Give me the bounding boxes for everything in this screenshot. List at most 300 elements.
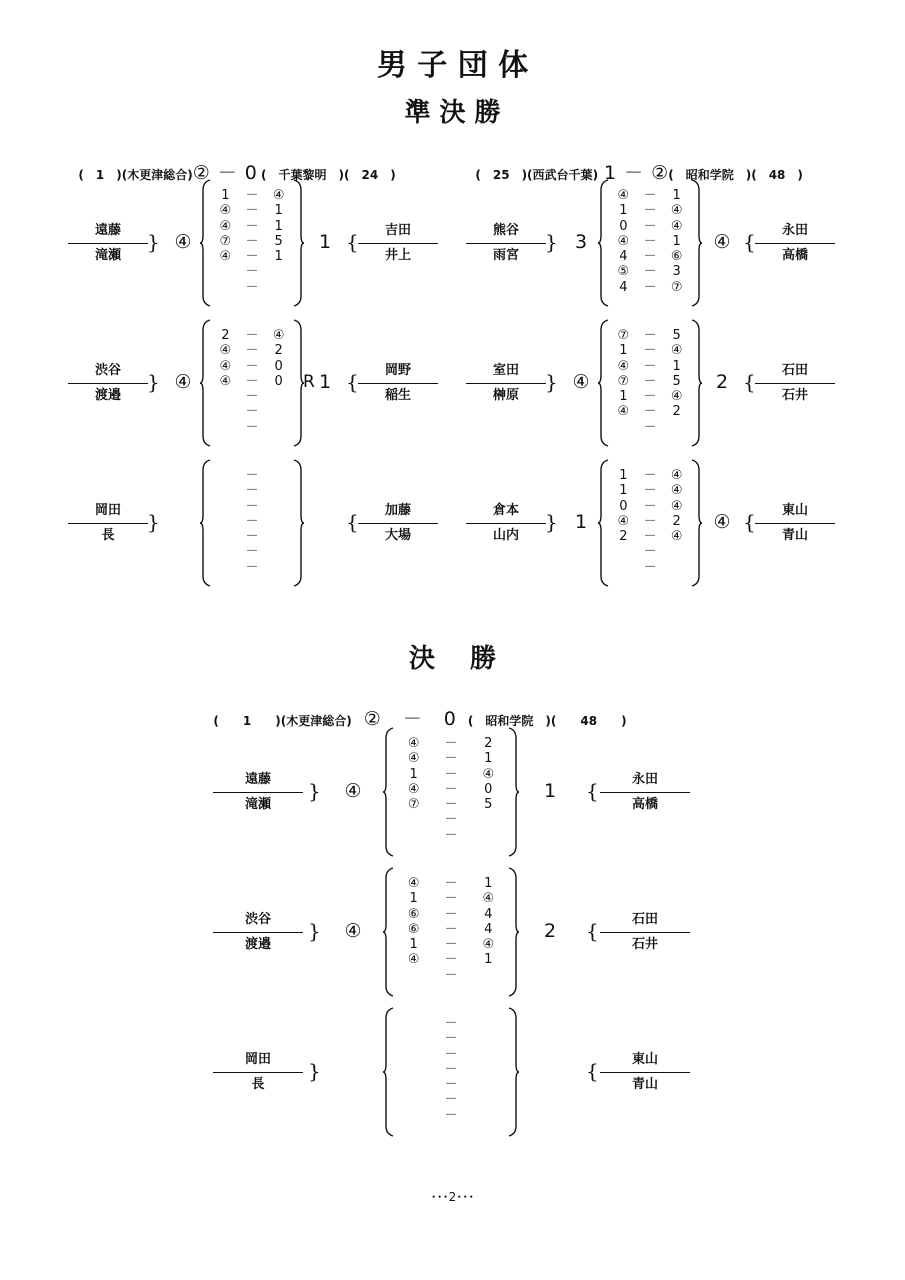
game-row bbox=[212, 264, 292, 279]
player-name: 渡邉 bbox=[244, 937, 271, 952]
right-player-pair bbox=[358, 221, 438, 266]
page-number: ･･･2･･･ bbox=[430, 1190, 475, 1204]
game-dash: － bbox=[245, 188, 259, 203]
right-pair-brace: { bbox=[346, 230, 359, 254]
game-right-score: 0 bbox=[484, 781, 493, 797]
game-row bbox=[212, 483, 292, 498]
left-seed: 1 bbox=[95, 168, 105, 182]
game-left-score: ⑦ bbox=[617, 373, 630, 389]
left-match-score: ④ bbox=[174, 231, 192, 253]
game-right-score: 1 bbox=[484, 952, 493, 968]
player-name: 東山 bbox=[781, 503, 808, 518]
left-pair-brace: } bbox=[308, 919, 321, 943]
game-dash: － bbox=[245, 529, 259, 545]
game-right-score: 0 bbox=[274, 358, 283, 374]
game-right-score: 1 bbox=[484, 751, 493, 767]
right-match-score: 1 bbox=[318, 371, 332, 393]
game-left-score: 2 bbox=[619, 529, 628, 545]
left-games-bracket bbox=[598, 460, 610, 586]
right-pair-brace: { bbox=[346, 370, 359, 394]
game-left-score: 1 bbox=[409, 937, 418, 953]
game-left-score: ④ bbox=[407, 781, 420, 797]
game-row bbox=[212, 389, 292, 404]
game-row bbox=[395, 952, 507, 967]
right-player-pair bbox=[755, 501, 835, 546]
game-dash: － bbox=[643, 203, 657, 219]
score-dash: － bbox=[217, 162, 237, 184]
pair-underline bbox=[68, 243, 148, 244]
game-scores bbox=[610, 468, 690, 575]
right-seed: 48 bbox=[768, 168, 786, 182]
game-dash: － bbox=[643, 358, 657, 374]
game-row bbox=[212, 203, 292, 218]
right-games-bracket bbox=[292, 460, 304, 586]
left-pair-brace: } bbox=[147, 510, 160, 534]
player-name: 長 bbox=[101, 528, 115, 543]
pair-underline bbox=[466, 383, 546, 384]
right-pair-brace: { bbox=[346, 510, 359, 534]
game-left-score: ④ bbox=[407, 736, 420, 751]
game-right-score: 5 bbox=[672, 328, 681, 343]
game-row bbox=[610, 359, 690, 374]
player-name: 岡野 bbox=[384, 363, 411, 378]
game-right-score: ④ bbox=[670, 343, 683, 359]
pair-underline bbox=[213, 792, 303, 793]
page-title: 男 子 団 体 bbox=[376, 48, 529, 83]
left-games-bracket bbox=[598, 180, 610, 306]
game-right-score: 1 bbox=[672, 358, 681, 374]
right-player-pair bbox=[600, 1050, 690, 1095]
right-pair-brace: { bbox=[743, 510, 756, 534]
game-left-score: 1 bbox=[409, 891, 418, 907]
game-dash: － bbox=[245, 218, 259, 234]
game-dash: － bbox=[643, 389, 657, 405]
left-player-pair bbox=[213, 1050, 303, 1095]
game-row bbox=[610, 188, 690, 203]
game-row bbox=[395, 1031, 507, 1046]
game-row bbox=[395, 1092, 507, 1107]
right-team-score: ② bbox=[651, 162, 669, 184]
right-team: 千葉黎明 bbox=[278, 168, 327, 182]
game-left-score: ④ bbox=[219, 343, 232, 359]
game-dash: － bbox=[643, 373, 657, 389]
game-scores bbox=[395, 1016, 507, 1123]
game-row bbox=[610, 420, 690, 435]
game-dash: － bbox=[643, 249, 657, 265]
game-row bbox=[212, 499, 292, 514]
game-dash: － bbox=[643, 513, 657, 529]
player-name: 石田 bbox=[781, 363, 808, 378]
right-match-score: 1 bbox=[318, 231, 332, 253]
pair-underline bbox=[213, 1072, 303, 1073]
pair-underline bbox=[466, 243, 546, 244]
game-dash: － bbox=[245, 373, 259, 389]
left-player-pair bbox=[466, 501, 546, 546]
game-right-score: 5 bbox=[672, 373, 681, 389]
game-right-score: ④ bbox=[482, 891, 495, 907]
game-row bbox=[395, 1016, 507, 1031]
game-row bbox=[212, 560, 292, 575]
game-right-score: 5 bbox=[274, 233, 283, 249]
game-right-score: 1 bbox=[672, 188, 681, 203]
game-dash: － bbox=[444, 952, 458, 968]
game-row bbox=[395, 828, 507, 843]
right-seed: 24 bbox=[361, 168, 379, 182]
right-player-pair bbox=[358, 501, 438, 546]
game-row bbox=[212, 234, 292, 249]
game-row bbox=[610, 544, 690, 559]
right-player-pair bbox=[358, 361, 438, 406]
game-row bbox=[212, 280, 292, 295]
game-dash: － bbox=[245, 498, 259, 514]
left-player-pair bbox=[68, 221, 148, 266]
score-dash: － bbox=[402, 708, 422, 730]
player-name: 稲生 bbox=[384, 388, 411, 403]
game-dash: － bbox=[444, 797, 458, 813]
game-row bbox=[395, 736, 507, 751]
left-games-bracket bbox=[200, 180, 212, 306]
game-dash: － bbox=[444, 876, 458, 891]
game-dash: － bbox=[444, 891, 458, 907]
game-dash: － bbox=[643, 544, 657, 560]
player-name: 雨宮 bbox=[492, 248, 519, 263]
score-dash: － bbox=[624, 162, 644, 184]
left-player-pair bbox=[213, 770, 303, 815]
pair-underline bbox=[600, 792, 690, 793]
right-match-score: 2 bbox=[543, 920, 557, 942]
left-games-bracket bbox=[200, 320, 212, 446]
game-right-score: 4 bbox=[484, 921, 493, 937]
left-pair-brace: } bbox=[147, 370, 160, 394]
game-left-score: ④ bbox=[617, 513, 630, 529]
right-match-score: ④ bbox=[713, 231, 731, 253]
left-match-score: ④ bbox=[572, 371, 590, 393]
game-row bbox=[395, 751, 507, 766]
game-left-score: ④ bbox=[219, 249, 232, 265]
player-name: 青山 bbox=[781, 528, 808, 543]
game-row bbox=[212, 188, 292, 203]
player-name: 岡田 bbox=[244, 1052, 271, 1067]
right-pair-brace: { bbox=[743, 370, 756, 394]
game-row bbox=[395, 782, 507, 797]
player-name: 石井 bbox=[781, 388, 808, 403]
left-match-score: 1 bbox=[574, 511, 588, 533]
game-dash: － bbox=[245, 404, 259, 420]
game-row bbox=[212, 328, 292, 343]
game-dash: － bbox=[444, 751, 458, 767]
right-team: 昭和学院 bbox=[685, 168, 734, 182]
game-right-score: 1 bbox=[274, 203, 283, 219]
header-paren: )( bbox=[104, 168, 128, 182]
game-right-score: 1 bbox=[274, 249, 283, 265]
right-games-bracket bbox=[690, 460, 702, 586]
game-right-score: ④ bbox=[670, 529, 683, 545]
game-row bbox=[610, 560, 690, 575]
game-row bbox=[610, 374, 690, 389]
game-scores bbox=[212, 328, 292, 435]
header-paren: ( bbox=[668, 168, 686, 182]
game-row bbox=[610, 404, 690, 419]
game-right-score: 2 bbox=[484, 736, 493, 751]
game-left-score: 1 bbox=[619, 343, 628, 359]
game-left-score: ④ bbox=[617, 358, 630, 374]
player-name: 渡邉 bbox=[94, 388, 121, 403]
game-dash: － bbox=[643, 279, 657, 295]
left-games-bracket bbox=[383, 868, 395, 996]
game-left-score: 1 bbox=[619, 389, 628, 405]
game-row bbox=[212, 374, 292, 389]
game-dash: － bbox=[245, 203, 259, 219]
game-dash: － bbox=[444, 1016, 458, 1031]
game-scores bbox=[212, 188, 292, 295]
game-dash: － bbox=[245, 468, 259, 483]
pair-underline bbox=[68, 523, 148, 524]
game-left-score: 0 bbox=[619, 498, 628, 514]
left-match-score: ④ bbox=[344, 780, 362, 802]
game-right-score: ④ bbox=[670, 203, 683, 219]
left-player-pair bbox=[466, 221, 546, 266]
game-dash: － bbox=[643, 233, 657, 249]
right-team: 昭和学院 bbox=[485, 714, 534, 728]
right-match-score: 1 bbox=[543, 780, 557, 802]
left-team-score: 1 bbox=[604, 162, 617, 184]
right-games-bracket bbox=[507, 728, 519, 856]
player-name: 高橋 bbox=[781, 248, 808, 263]
game-left-score: ④ bbox=[219, 218, 232, 234]
pair-underline bbox=[466, 523, 546, 524]
right-pair-brace: { bbox=[743, 230, 756, 254]
header-paren: ( bbox=[455, 714, 486, 728]
player-name: 長 bbox=[251, 1077, 265, 1092]
header-paren: )( bbox=[251, 714, 287, 728]
game-row bbox=[610, 249, 690, 264]
game-dash: － bbox=[444, 1092, 458, 1108]
retire-mark: R bbox=[303, 372, 315, 392]
game-dash: － bbox=[643, 559, 657, 575]
pair-underline bbox=[213, 932, 303, 933]
pair-underline bbox=[755, 523, 835, 524]
game-left-score: ⑤ bbox=[617, 264, 630, 280]
game-row bbox=[395, 876, 507, 891]
game-dash: － bbox=[444, 1046, 458, 1062]
game-dash: － bbox=[643, 343, 657, 359]
game-left-score: 1 bbox=[619, 483, 628, 499]
game-row bbox=[212, 343, 292, 358]
player-name: 渋谷 bbox=[94, 363, 121, 378]
game-dash: － bbox=[444, 781, 458, 797]
game-row bbox=[395, 937, 507, 952]
right-match-score: ④ bbox=[713, 511, 731, 533]
header-paren: )( bbox=[733, 168, 769, 182]
player-name: 永田 bbox=[781, 223, 808, 238]
game-right-score: ④ bbox=[670, 389, 683, 405]
game-right-score: ④ bbox=[272, 188, 285, 203]
header-paren: ) bbox=[378, 168, 396, 182]
game-right-score: ④ bbox=[670, 468, 683, 483]
game-left-score: ④ bbox=[407, 952, 420, 968]
game-right-score: 1 bbox=[274, 218, 283, 234]
game-scores bbox=[212, 468, 292, 575]
game-dash: － bbox=[444, 1107, 458, 1123]
game-row bbox=[395, 1108, 507, 1123]
game-dash: － bbox=[444, 766, 458, 782]
game-row bbox=[212, 468, 292, 483]
left-pair-brace: } bbox=[308, 1059, 321, 1083]
game-right-score: 1 bbox=[484, 876, 493, 891]
left-team-score: ② bbox=[363, 708, 381, 730]
game-row bbox=[395, 1047, 507, 1062]
left-seed: 25 bbox=[492, 168, 510, 182]
game-left-score: 1 bbox=[221, 188, 230, 203]
game-right-score: ⑦ bbox=[670, 279, 683, 295]
game-right-score: 2 bbox=[672, 404, 681, 420]
game-right-score: ④ bbox=[670, 498, 683, 514]
left-pair-brace: } bbox=[308, 779, 321, 803]
game-right-score: ④ bbox=[670, 483, 683, 499]
game-row bbox=[212, 544, 292, 559]
game-right-score: ⑥ bbox=[670, 249, 683, 265]
header-paren: ( bbox=[256, 168, 279, 182]
game-dash: － bbox=[444, 827, 458, 843]
game-dash: － bbox=[643, 328, 657, 343]
game-row bbox=[395, 1077, 507, 1092]
header-paren: ( bbox=[475, 168, 493, 182]
player-name: 榊原 bbox=[492, 388, 519, 403]
player-name: 加藤 bbox=[384, 503, 411, 518]
game-scores bbox=[610, 328, 690, 435]
game-right-score: 2 bbox=[672, 513, 681, 529]
game-dash: － bbox=[245, 264, 259, 280]
left-pair-brace: } bbox=[545, 230, 558, 254]
right-seed: 48 bbox=[580, 714, 598, 728]
player-name: 滝瀬 bbox=[244, 797, 271, 812]
semifinal-header-2 bbox=[467, 140, 803, 184]
header-paren: ) bbox=[346, 714, 364, 728]
game-left-score: 1 bbox=[619, 468, 628, 483]
game-left-score: 1 bbox=[409, 766, 418, 782]
player-name: 熊谷 bbox=[492, 223, 519, 238]
header-paren: ( bbox=[213, 714, 243, 728]
pair-underline bbox=[755, 383, 835, 384]
game-left-score: ④ bbox=[219, 373, 232, 389]
game-right-score: ④ bbox=[482, 766, 495, 782]
player-name: 青山 bbox=[631, 1077, 658, 1092]
game-row bbox=[395, 907, 507, 922]
left-games-bracket bbox=[200, 460, 212, 586]
header-paren: ( bbox=[78, 168, 96, 182]
game-dash: － bbox=[245, 559, 259, 575]
game-dash: － bbox=[245, 279, 259, 295]
game-left-score: ④ bbox=[617, 404, 630, 420]
game-left-score: 0 bbox=[619, 218, 628, 234]
header-paren: )( bbox=[326, 168, 362, 182]
game-right-score: 4 bbox=[484, 906, 493, 922]
game-left-score: ⑦ bbox=[617, 328, 630, 343]
game-left-score: ⑦ bbox=[407, 797, 420, 813]
game-right-score: 0 bbox=[274, 373, 283, 389]
game-dash: － bbox=[245, 483, 259, 499]
pair-underline bbox=[358, 383, 438, 384]
player-name: 大場 bbox=[384, 528, 411, 543]
header-paren: ) bbox=[785, 168, 803, 182]
game-row bbox=[610, 389, 690, 404]
header-paren: ) bbox=[597, 714, 627, 728]
game-left-score: ④ bbox=[219, 358, 232, 374]
player-name: 東山 bbox=[631, 1052, 658, 1067]
left-player-pair bbox=[68, 361, 148, 406]
game-dash: － bbox=[444, 1061, 458, 1077]
left-team: 木更津総合 bbox=[127, 168, 188, 182]
game-dash: － bbox=[444, 921, 458, 937]
left-team: 木更津総合 bbox=[286, 714, 347, 728]
pair-underline bbox=[358, 243, 438, 244]
game-dash: － bbox=[643, 498, 657, 514]
game-left-score: ④ bbox=[407, 751, 420, 767]
right-pair-brace: { bbox=[586, 1059, 599, 1083]
right-games-bracket bbox=[292, 180, 304, 306]
game-dash: － bbox=[444, 812, 458, 828]
game-row bbox=[212, 529, 292, 544]
game-row bbox=[610, 280, 690, 295]
game-right-score: 3 bbox=[672, 264, 681, 280]
game-scores bbox=[395, 876, 507, 983]
left-games-bracket bbox=[383, 728, 395, 856]
game-left-score: ④ bbox=[219, 203, 232, 219]
game-row bbox=[610, 483, 690, 498]
left-games-bracket bbox=[383, 1008, 395, 1136]
right-games-bracket bbox=[690, 180, 702, 306]
game-dash: － bbox=[444, 906, 458, 922]
pair-underline bbox=[755, 243, 835, 244]
player-name: 永田 bbox=[631, 772, 658, 787]
game-dash: － bbox=[643, 468, 657, 483]
game-row bbox=[610, 264, 690, 279]
right-pair-brace: { bbox=[586, 779, 599, 803]
game-dash: － bbox=[643, 529, 657, 545]
game-left-score: ⑦ bbox=[219, 233, 232, 249]
player-name: 倉本 bbox=[492, 503, 519, 518]
player-name: 吉田 bbox=[384, 223, 411, 238]
right-player-pair bbox=[755, 221, 835, 266]
player-name: 遠藤 bbox=[94, 223, 121, 238]
game-dash: － bbox=[643, 483, 657, 499]
game-row bbox=[610, 234, 690, 249]
left-pair-brace: } bbox=[147, 230, 160, 254]
right-player-pair bbox=[755, 361, 835, 406]
game-row bbox=[610, 203, 690, 218]
semifinal-heading: 準 決 勝 bbox=[404, 98, 501, 128]
left-player-pair bbox=[68, 501, 148, 546]
game-left-score: 4 bbox=[619, 279, 628, 295]
game-scores bbox=[395, 736, 507, 843]
game-dash: － bbox=[245, 233, 259, 249]
left-pair-brace: } bbox=[545, 510, 558, 534]
game-row bbox=[610, 343, 690, 358]
player-name: 滝瀬 bbox=[94, 248, 121, 263]
game-dash: － bbox=[444, 1031, 458, 1047]
game-dash: － bbox=[444, 937, 458, 953]
player-name: 石井 bbox=[631, 937, 658, 952]
game-row bbox=[610, 529, 690, 544]
game-dash: － bbox=[245, 419, 259, 435]
game-right-score: ④ bbox=[272, 328, 285, 343]
header-paren: )( bbox=[509, 168, 533, 182]
left-match-score: ④ bbox=[344, 920, 362, 942]
player-name: 室田 bbox=[492, 363, 519, 378]
game-left-score: ④ bbox=[617, 188, 630, 203]
game-row bbox=[395, 922, 507, 937]
game-row bbox=[610, 468, 690, 483]
